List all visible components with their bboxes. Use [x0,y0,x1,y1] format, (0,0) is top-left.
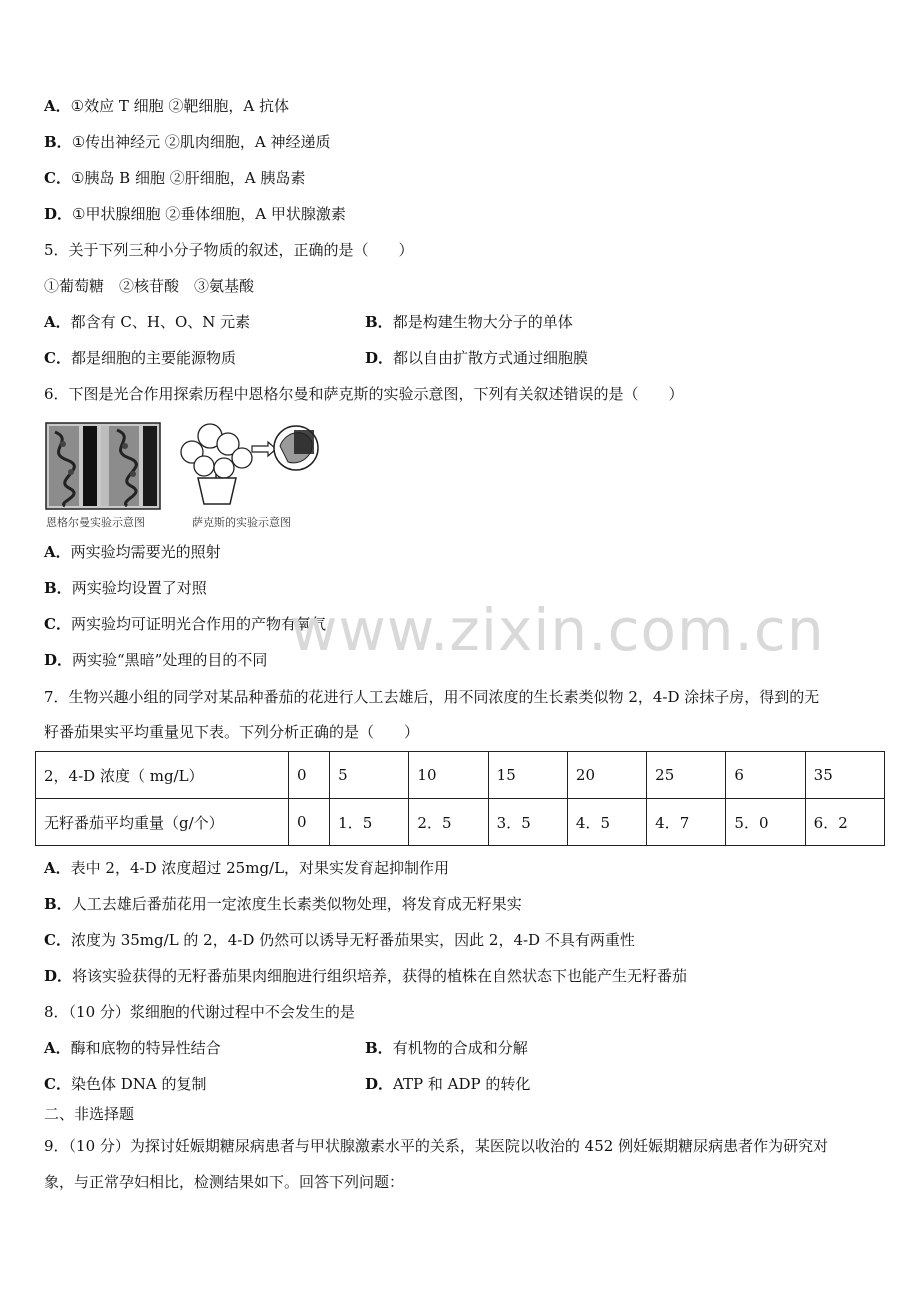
q7-option-c: C．浓度为 35mg/L 的 2，4-D 仍然可以诱导无籽番茄果实，因此 2，4-D 不具有两重性 [44,931,635,949]
q7-stem-line1: 7．生物兴趣小组的同学对某品种番茄的花进行人工去雄后，用不同浓度的生长素类似物 2，4-D 涂抹子房，得到的无 [44,688,820,706]
q8-option-c: C．染色体 DNA 的复制 [44,1075,207,1093]
table-cell: 4．7 [647,799,726,846]
table-cell: 25 [647,752,726,799]
table-header-concentration: 2，4-D 浓度（ mg/L） [36,752,289,799]
table-cell: 15 [488,752,567,799]
q6-option-c: C．两实验均可证明光合作用的产物有氧气 [44,615,326,633]
table-cell: 6 [726,752,805,799]
q8-stem: 8．（10 分）浆细胞的代谢过程中不会发生的是 [44,1003,355,1021]
table-cell: 3．5 [488,799,567,846]
engelmann-figure [45,422,161,510]
q4-option-a: A．①效应 T 细胞 ②靶细胞，A 抗体 [44,97,289,115]
q5-items: ①葡萄糖 ②核苷酸 ③氨基酸 [44,277,255,295]
table-cell: 5 [330,752,409,799]
sachs-figure [176,422,322,508]
table-cell: 6．2 [805,799,884,846]
table-cell: 2．5 [409,799,488,846]
q9-line1: 9．（10 分）为探讨妊娠期糖尿病患者与甲状腺激素水平的关系，某医院以收治的 452 例妊娠期糖尿病患者作为研究对 [44,1137,829,1155]
engelmann-caption: 恩格尔曼实验示意图 [46,516,145,529]
table-row-concentration [36,752,885,799]
q4-option-d: D．①甲状腺细胞 ②垂体细胞，A 甲状腺激素 [44,205,346,223]
section-heading: 二、非选择题 [44,1105,135,1123]
q5-stem: 5．关于下列三种小分子物质的叙述，正确的是（ ） [44,241,414,259]
q4-option-c: C．①胰岛 B 细胞 ②肝细胞，A 胰岛素 [44,169,306,187]
q7-stem-line2: 籽番茄果实平均重量见下表。下列分析正确的是（ ） [44,723,420,741]
q6-option-a: A．两实验均需要光的照射 [44,543,221,561]
q6-option-b: B．两实验均设置了对照 [44,579,207,597]
table-cell: 0 [289,799,330,846]
q6-option-d: D．两实验“黑暗”处理的目的不同 [44,651,268,669]
q8-option-b: B．有机物的合成和分解 [365,1039,528,1057]
watermark: www.zixin.com.cn [290,596,825,664]
q9-line2: 象，与正常孕妇相比，检测结果如下。回答下列问题： [44,1173,405,1191]
q8-option-a: A．酶和底物的特异性结合 [44,1039,221,1057]
q4-option-b: B．①传出神经元 ②肌肉细胞，A 神经递质 [44,133,331,151]
q8-option-d: D．ATP 和 ADP 的转化 [365,1075,531,1093]
q5-option-d: D．都以自由扩散方式通过细胞膜 [365,349,589,367]
table-cell: 5．0 [726,799,805,846]
table-cell: 1．5 [330,799,409,846]
table-cell: 20 [567,752,646,799]
q5-option-c: C．都是细胞的主要能源物质 [44,349,236,367]
q7-option-b: B．人工去雄后番茄花用一定浓度生长素类似物处理，将发育成无籽果实 [44,895,522,913]
q6-stem: 6．下图是光合作用探索历程中恩格尔曼和萨克斯的实验示意图，下列有关叙述错误的是（ ） [44,385,684,403]
table-cell: 0 [289,752,330,799]
q7-data-table [35,751,885,846]
table-cell: 35 [805,752,884,799]
q5-option-a: A．都含有 C、H、O、N 元素 [44,313,251,331]
q7-option-d: D．将该实验获得的无籽番茄果肉细胞进行组织培养，获得的植株在自然状态下也能产生无籽番茄 [44,967,688,985]
sachs-caption: 萨克斯的实验示意图 [192,516,291,529]
q5-option-b: B．都是构建生物大分子的单体 [365,313,573,331]
table-cell: 10 [409,752,488,799]
table-cell: 4．5 [567,799,646,846]
q7-option-a: A．表中 2，4-D 浓度超过 25mg/L，对果实发育起抑制作用 [44,859,450,877]
table-header-weight: 无籽番茄平均重量（g/个） [36,799,289,846]
table-row-weight [36,799,885,846]
